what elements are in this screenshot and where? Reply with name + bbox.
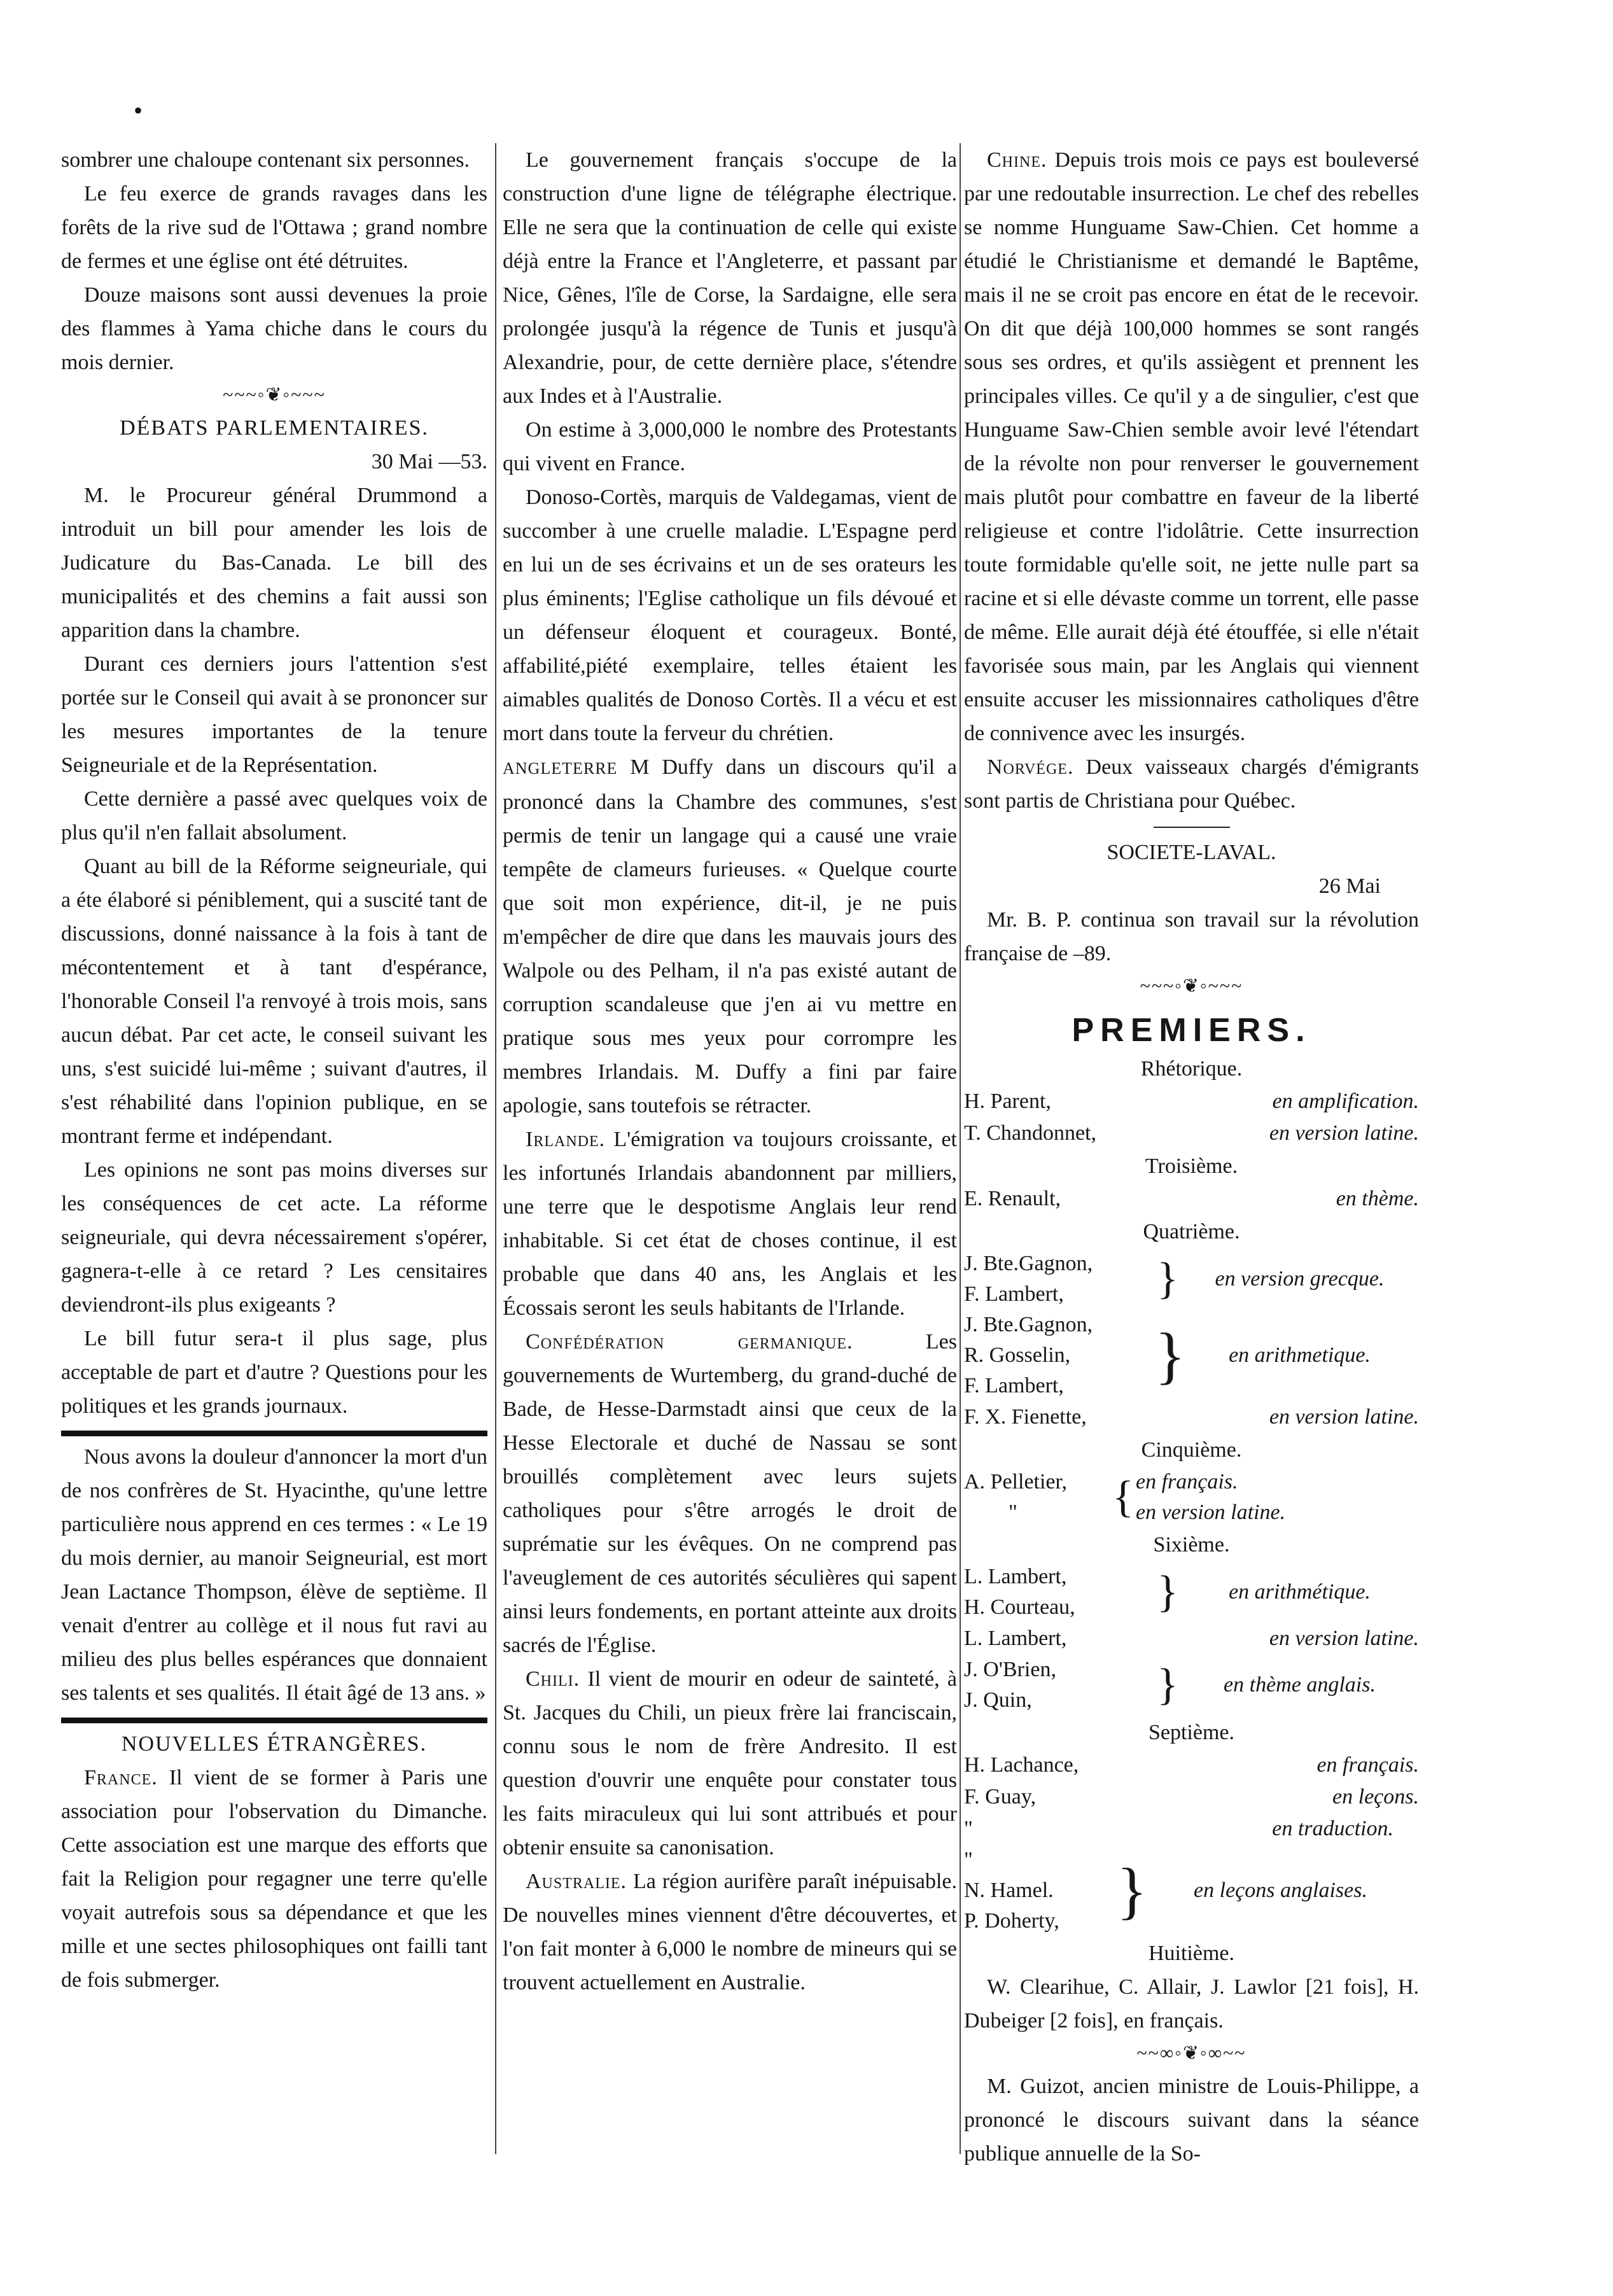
paragraph: Cette dernière a passé avec quelques voix de plus qu'il n'en fallait absolument. [61, 787, 487, 844]
student-name: N. Hamel. [964, 1879, 1054, 1902]
paragraph-text: Il vient de mourir en odeur de sainteté, à St. Jacques du Chili, un pieux frère lai franciscain, connu sous le nom de frère Andresito. Il est question d'ouvrir une enquête pour constater tous les faits miraculeux qui lui sont attribués et pour obtenir ensuite sa canonisation. [503, 1667, 957, 1859]
student-name: P. Doherty, [964, 1909, 1059, 1933]
student-name: H. Lachance, [964, 1753, 1079, 1777]
prize-group [964, 1562, 1419, 1623]
column-rule-right [960, 143, 961, 2154]
brace-icon: { [1112, 1473, 1134, 1522]
subject: en arithmétique. [1229, 1580, 1371, 1604]
heavy-rule [61, 1431, 487, 1436]
brace-icon: } [1155, 1320, 1185, 1390]
paragraph: Le bill futur sera-t il plus sage, plus acceptable de part et d'autre ? Questions pour les politiques et les grands journaux. [61, 1327, 487, 1418]
brace-icon: } [1117, 1855, 1147, 1926]
prize-row [964, 1401, 1419, 1433]
ditto-mark: " [964, 1848, 973, 1872]
student-name: F. Guay, [964, 1785, 1037, 1809]
paragraph [503, 1325, 957, 1662]
prize-row [964, 1813, 1419, 1845]
paragraph: On estime à 3,000,000 le nombre des Protestants qui vivent en France. [503, 418, 957, 475]
premiers-heading: PREMIERS. [1072, 1012, 1311, 1049]
heavy-rule [61, 1718, 487, 1723]
paragraph [964, 750, 1419, 818]
brace-icon: } [1157, 1567, 1178, 1616]
prize-row [964, 1183, 1419, 1215]
paragraph: Nous avons la douleur d'annoncer la mort d'un de nos confrères de St. Hyacinthe, qu'une lettre particulière nous apprend en ces termes : « Le 19 du mois dernier, au manoir Seigneurial, est mort Jean Lactance Thompson, élève de septième. Il venait d'entrer au collège et il nous fut ravi au milieu des plus belles espérances que donnaient ses talents et ses qualités. Il était âgé de 13 ans. » [61, 1445, 487, 1705]
brace-icon: } [1157, 1254, 1178, 1303]
paragraph: Les opinions ne sont pas moins diverses sur les conséquences de cet acte. La réforme seigneuriale, qui devra nécessairement s'opérer, gagnera-t-elle à ce retard ? Les censitaires deviendront-ils plus exigeants ? [61, 1158, 487, 1317]
class-heading: Cinquième. [1141, 1438, 1242, 1462]
student-name: L. Lambert, [964, 1565, 1067, 1588]
paragraph: W. Clearihue, C. Allair, J. Lawlor [21 fois], H. Dubeiger [2 fois], en français. [964, 1975, 1419, 2033]
class-heading: Rhétorique. [1140, 1057, 1243, 1081]
subject: en version latine. [1269, 1405, 1419, 1429]
country-label: Confédération germanique. [526, 1330, 853, 1354]
ornament-divider: ~~~◦❦◦~~~ [223, 384, 326, 405]
paragraph: Durant ces derniers jours l'attention s'est portée sur le Conseil qui avait à se prononcer sur les mesures importantes de la tenure Seigneuriale et de la Représentation. [61, 652, 487, 777]
paragraph: Mr. B. P. continua son travail sur la révolution française de –89. [964, 908, 1419, 965]
student-name: J. Quin, [964, 1688, 1032, 1712]
brace-icon: } [1157, 1660, 1178, 1709]
paragraph-text: Deux vaisseaux chargés d'émigrants sont partis de Christiana pour Québec. [964, 755, 1419, 813]
column-3 [964, 143, 1419, 2171]
column-2 [503, 143, 957, 1999]
student-name: T. Chandonnet, [964, 1121, 1097, 1145]
paragraph: M. le Procureur général Drummond a introduit un bill pour amender les lois de Judicature du Bas-Canada. Le bill des municipalités et des chemins a fait aussi son apparition dans la chambre. [61, 484, 487, 642]
dateline: 26 Mai [1318, 874, 1381, 898]
paragraph [61, 1761, 487, 1997]
student-name: F. Lambert, [964, 1282, 1064, 1306]
student-name: F. Lambert, [964, 1374, 1064, 1397]
paragraph [503, 750, 957, 1123]
subject: en français. [1136, 1470, 1238, 1494]
country-label: Norvége. [987, 755, 1074, 779]
student-name: L. Lambert, [964, 1627, 1067, 1650]
section-heading: SOCIETE-LAVAL. [1107, 841, 1276, 864]
prize-row [964, 1623, 1419, 1655]
subject: en amplification. [1272, 1089, 1419, 1113]
student-name: F. X. Fienette, [964, 1405, 1087, 1429]
class-heading: Sixième. [1153, 1533, 1230, 1557]
prize-group [964, 1845, 1419, 1936]
section-heading: NOUVELLES ÉTRANGÈRES. [121, 1732, 428, 1756]
country-label: Irlande. [526, 1128, 606, 1151]
class-heading: Septième. [1148, 1721, 1235, 1744]
dateline: 30 Mai —53. [371, 450, 487, 473]
country-label: ANGLETERRE [503, 759, 618, 778]
subject: en traduction. [1272, 1817, 1393, 1840]
student-name: H. Courteau, [964, 1595, 1075, 1619]
paragraph: Le gouvernement français s'occupe de la construction d'une ligne de télégraphe électrique. Elle ne sera que la continuation de celle qui existe déjà entre la France et l'Angleterre, et passant par Nice, Gênes, l'île de Corse, la Sardaigne, elle sera prolongée jusqu'à la régence de Tunis et jusqu'à Alexandrie, pour, de cette dernière place, s'étendre aux Indes et à l'Australie. [503, 148, 957, 408]
class-heading: Quatrième. [1143, 1220, 1240, 1243]
paragraph: sombrer une chaloupe contenant six personnes. [61, 148, 470, 172]
student-name: J. Bte.Gagnon, [964, 1313, 1093, 1336]
paragraph-text: La région aurifère paraît inépuisable. De nouvelles mines viennent d'être découvertes, et l'on fait monter à 6,000 le nombre de mineurs qui se trouvent actuellement en Australie. [503, 1870, 957, 1994]
country-label: Australie. [526, 1870, 627, 1893]
student-name: J. Bte.Gagnon, [964, 1252, 1093, 1275]
paragraph-text: L'émigration va toujours croissante, et les infortunés Irlandais abandonnent par milliers, une terre que le despotisme Anglais leur rend inhabitable. Si cet état de choses continue, il est probable que dans 40 ans, les Anglais et les Écossais seront les seuls habitants de l'Irlande. [503, 1128, 957, 1320]
student-name: E. Renault, [964, 1187, 1061, 1210]
prize-group [964, 1655, 1419, 1716]
subject: en français. [1316, 1753, 1419, 1777]
subject: en thème anglais. [1224, 1673, 1376, 1697]
subject: en arithmetique. [1229, 1343, 1371, 1367]
paragraph-text: Il vient de se former à Paris une association pour l'observation du Dimanche. Cette association est une marque des efforts que fait la Religion pour regagner une terre qu'elle voyait autrefois sous sa dépendance et que les mille et une sectes philosophiques ont failli tant de fois submerger. [61, 1766, 488, 1992]
prize-row [964, 1086, 1419, 1117]
prize-group [964, 1249, 1419, 1310]
subject: en version latine. [1136, 1501, 1286, 1524]
ditto-mark: " [964, 1817, 973, 1840]
paragraph-text: M Duffy dans un discours qu'il a prononcé dans la Chambre des communes, s'est permis de tenir un langage qui a causé une vraie tempête de clameurs furieuses. « Quelque courte que soit mon expérience, dit-il, je ne puis m'empêcher de dire que dans les mauvais jours des Walpole ou des Pelham, il n'a pas existé autant de corruption scandaleuse que j'en ai vu mettre en pratique sous mes yeux pour corrompre les membres Irlandais. M. Duffy a fini par faire apologie, sans toutefois se rétracter. [503, 755, 957, 1117]
student-name: H. Parent, [964, 1089, 1051, 1113]
subject: en thème. [1336, 1187, 1419, 1210]
page-margin-mark: • [134, 96, 143, 125]
country-label: France. [84, 1766, 158, 1789]
prize-row [964, 1117, 1419, 1149]
paragraph: Donoso-Cortès, marquis de Valdegamas, vient de succomber à une cruelle maladie. L'Espagne perd en lui un de ses écrivains et un de ses orateurs les plus éminents; l'Eglise catholique un fils dévoué et un défenseur éloquent et courageux. Bonté, affabilité,piété exemplaire, telles étaient les aimables qualités de Donoso Cortès. Il a vécu et est mort dans toute la ferveur du chrétien. [503, 486, 957, 745]
student-name: A. Pelletier, [964, 1470, 1067, 1494]
paragraph [503, 1662, 957, 1865]
country-label: Chine. [987, 148, 1047, 172]
paragraph [503, 1865, 957, 1999]
ornament-divider: ~~∞◦❦◦∞~~ [1136, 2043, 1246, 2064]
subject: en version latine. [1269, 1121, 1419, 1145]
ditto-mark: " [1009, 1501, 1017, 1524]
column-1 [61, 143, 487, 1997]
paragraph-text: Les gouvernements de Wurtemberg, du grand-duché de Bade, de Hesse-Darmstadt ainsi que ceux de la Hesse Electorale et duché de Nassau se sont brouillés complètement avec leurs sujets catholiques pour s'être arrogés le droit de suprématie sur les évêques. On ne comprend pas l'aveuglement de ces autorités séculières qui sapent ainsi leurs fondements, en portant atteinte aux droits sacrés de l'Église. [503, 1330, 957, 1657]
student-name: J. O'Brien, [964, 1658, 1056, 1681]
country-label: Chili. [526, 1667, 580, 1691]
class-heading: Troisième. [1145, 1154, 1238, 1178]
paragraph: Le feu exerce de grands ravages dans les forêts de la rive sud de l'Ottawa ; grand nombre de fermes et une église ont été détruites. [61, 182, 487, 273]
paragraph: Douze maisons sont aussi devenues la proie des flammes à Yama chiche dans le cours du mois dernier. [61, 283, 487, 374]
paragraph: M. Guizot, ancien ministre de Louis-Philippe, a prononcé le discours suivant dans la séance publique annuelle de la So- [964, 2075, 1419, 2166]
paragraph: Quant au bill de la Réforme seigneuriale, qui a éte élaboré si péniblement, qui a suscité tant de discussions, donné naissance à la fois à tant de mécontentement et à tant d'espérance, l'honorable Conseil l'a renvoyé à trois mois, sans aucun débat. Par cet acte, le conseil suivant les uns, s'est suicidé lui-même ; suivant d'autres, il s'est réhabilité dans l'opinion publique, en se montrant ferme et indépendant. [61, 855, 487, 1148]
paragraph-text: Depuis trois mois ce pays est bouleversé par une redoutable insurrection. Le chef des rebelles se nomme Hunguame Saw-Chien. Cet homme a étudié le Christianisme et demandé le Baptême, mais il ne se croit pas encore en état de le recevoir. On dit que déjà 100,000 hommes se sont rangés sous ses ordres, et qu'ils assiègent et prennent les principales villes. Ce qu'il y a de singulier, c'est que Hunguame Saw-Chien semble avoir levé l'étendart de la révolte non pour renverser le gouvernement mais plutôt pour combattre en faveur de la liberté religieuse et contre l'idolâtrie. Cette insurrection toute formidable qu'elle soit, ne jette nulle part sa racine et si elle dévaste comme un torrent, elle passe de même. Elle aurait déjà été étouffée, si elle n'était favorisée sous main, par les Anglais qui viennent ensuite accuser les missionnaires catholiques d'être de connivence avec les insurgés. [964, 148, 1420, 745]
prize-group [964, 1310, 1419, 1401]
student-name: R. Gosselin, [964, 1343, 1071, 1367]
paragraph [503, 1123, 957, 1325]
short-rule [1154, 827, 1230, 828]
column-rule-left [495, 143, 496, 2154]
section-heading: DÉBATS PARLEMENTAIRES. [120, 416, 429, 440]
prize-row [964, 1781, 1419, 1813]
subject: en version grecque. [1215, 1267, 1385, 1291]
paragraph [964, 143, 1419, 750]
subject: en leçons anglaises. [1194, 1879, 1367, 1902]
prize-group [964, 1467, 1419, 1528]
subject: en version latine. [1269, 1627, 1419, 1650]
ornament-divider: ~~~◦❦◦~~~ [1140, 976, 1243, 997]
subject: en leçons. [1332, 1785, 1419, 1809]
prize-row [964, 1749, 1419, 1781]
class-heading: Huitième. [1148, 1942, 1235, 1965]
